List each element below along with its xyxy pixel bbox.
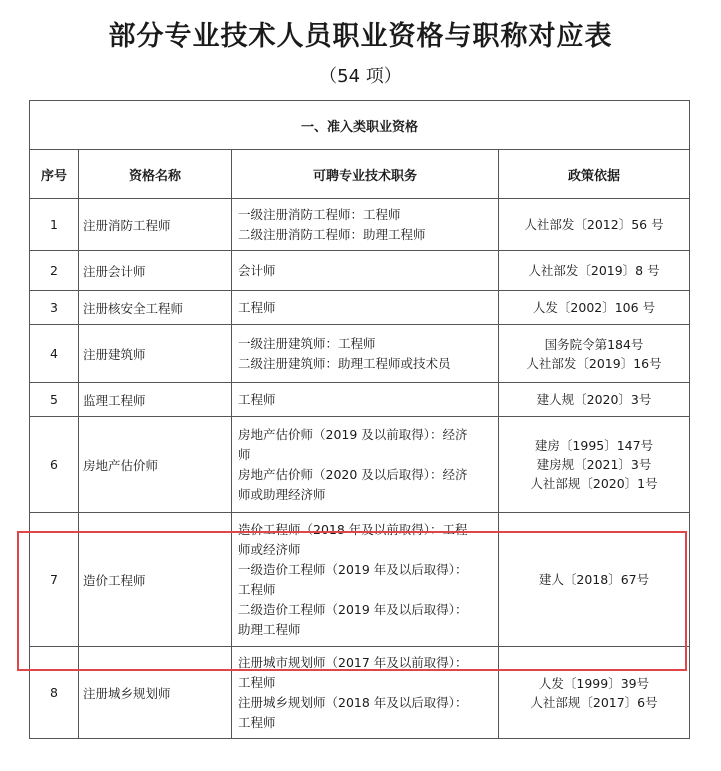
header-name: 资格名称 — [79, 150, 232, 199]
position-line: 一级注册消防工程师：工程师 — [238, 206, 401, 222]
cell-policy — [499, 291, 690, 325]
cell-no: 4 — [30, 325, 79, 383]
table-row — [30, 251, 690, 291]
policy-line: 人发〔2002〕106 号 — [532, 300, 656, 315]
table-row — [30, 291, 690, 325]
position-line: 造价工程师（2018 年及以前取得）：工程 — [238, 521, 468, 537]
position-line: 一级造价工程师（2019 年及以后取得）： — [238, 561, 468, 577]
header-row — [30, 150, 690, 199]
section-title: 一、准入类职业资格 — [30, 101, 690, 150]
table-row — [30, 199, 690, 251]
cell-positions — [232, 291, 499, 325]
cell-positions — [232, 325, 499, 383]
policy-line: 国务院令第184号 — [544, 336, 644, 352]
table-row — [30, 647, 690, 739]
policy-line: 建房〔1995〕147号 — [534, 438, 654, 453]
table-row — [30, 513, 690, 647]
policy-line: 建房规〔2021〕3号 — [536, 457, 652, 472]
table-row — [30, 325, 690, 383]
cell-qualification-name: 监理工程师 — [79, 383, 232, 417]
cell-no: 6 — [30, 417, 79, 513]
table-body — [30, 199, 690, 739]
header-positions: 可聘专业技术职务 — [232, 150, 499, 199]
table-row — [30, 417, 690, 513]
position-line: 房地产估价师（2019 及以前取得）：经济 — [238, 426, 468, 442]
cell-policy — [499, 513, 690, 647]
section-row — [30, 101, 690, 150]
position-line: 房地产估价师（2020 及以后取得）：经济 — [238, 466, 468, 482]
cell-positions — [232, 647, 499, 739]
cell-no: 8 — [30, 647, 79, 739]
cell-qualification-name: 造价工程师 — [79, 513, 232, 647]
position-line: 二级注册消防工程师：助理工程师 — [238, 226, 426, 242]
position-line: 二级造价工程师（2019 年及以后取得）： — [238, 601, 468, 617]
policy-line: 建人规〔2020〕3号 — [536, 392, 652, 407]
cell-positions — [232, 383, 499, 417]
position-line: 工程师 — [238, 299, 276, 315]
policy-line: 人社部规〔2020〕1号 — [530, 476, 658, 491]
cell-positions — [232, 417, 499, 513]
position-line: 助理工程师 — [238, 621, 301, 637]
position-line: 会计师 — [238, 262, 276, 278]
position-line: 注册城市规划师（2017 年及以前取得）： — [238, 654, 468, 670]
table-row — [30, 383, 690, 417]
cell-qualification-name: 注册城乡规划师 — [79, 647, 232, 739]
position-line: 一级注册建筑师：工程师 — [238, 335, 376, 351]
cell-qualification-name: 注册会计师 — [79, 251, 232, 291]
position-line: 工程师 — [238, 581, 276, 597]
cell-qualification-name: 房地产估价师 — [79, 417, 232, 513]
policy-line: 人社部发〔2019〕8 号 — [528, 263, 660, 278]
document-subtitle: （54 项） — [319, 66, 402, 87]
position-line: 工程师 — [238, 714, 276, 730]
position-line: 师 — [238, 446, 251, 462]
cell-no: 5 — [30, 383, 79, 417]
cell-qualification-name: 注册消防工程师 — [79, 199, 232, 251]
position-line: 工程师 — [238, 674, 276, 690]
policy-line: 人社部规〔2017〕6号 — [530, 694, 658, 710]
cell-positions — [232, 199, 499, 251]
header-policy: 政策依据 — [499, 150, 690, 199]
policy-line: 人社部发〔2019〕16号 — [526, 355, 662, 371]
cell-policy — [499, 251, 690, 291]
cell-positions — [232, 251, 499, 291]
cell-no: 3 — [30, 291, 79, 325]
policy-line: 人社部发〔2012〕56 号 — [524, 217, 664, 232]
cell-no: 7 — [30, 513, 79, 647]
position-line: 师或经济师 — [238, 541, 301, 557]
cell-positions — [232, 513, 499, 647]
cell-qualification-name: 注册核安全工程师 — [79, 291, 232, 325]
position-line: 二级注册建筑师：助理工程师或技术员 — [238, 355, 451, 371]
policy-line: 建人〔2018〕67号 — [538, 572, 650, 587]
header-no: 序号 — [30, 150, 79, 199]
cell-policy — [499, 325, 690, 383]
position-line: 工程师 — [238, 391, 276, 407]
cell-policy — [499, 199, 690, 251]
qualification-table — [29, 100, 690, 739]
policy-line: 人发〔1999〕39号 — [538, 675, 650, 691]
cell-policy — [499, 417, 690, 513]
cell-policy — [499, 383, 690, 417]
position-line: 注册城乡规划师（2018 年及以后取得）： — [238, 694, 468, 710]
cell-policy — [499, 647, 690, 739]
cell-no: 1 — [30, 199, 79, 251]
cell-qualification-name: 注册建筑师 — [79, 325, 232, 383]
document-title: 部分专业技术人员职业资格与职称对应表 — [108, 21, 613, 52]
cell-no: 2 — [30, 251, 79, 291]
position-line: 师或助理经济师 — [238, 486, 326, 502]
